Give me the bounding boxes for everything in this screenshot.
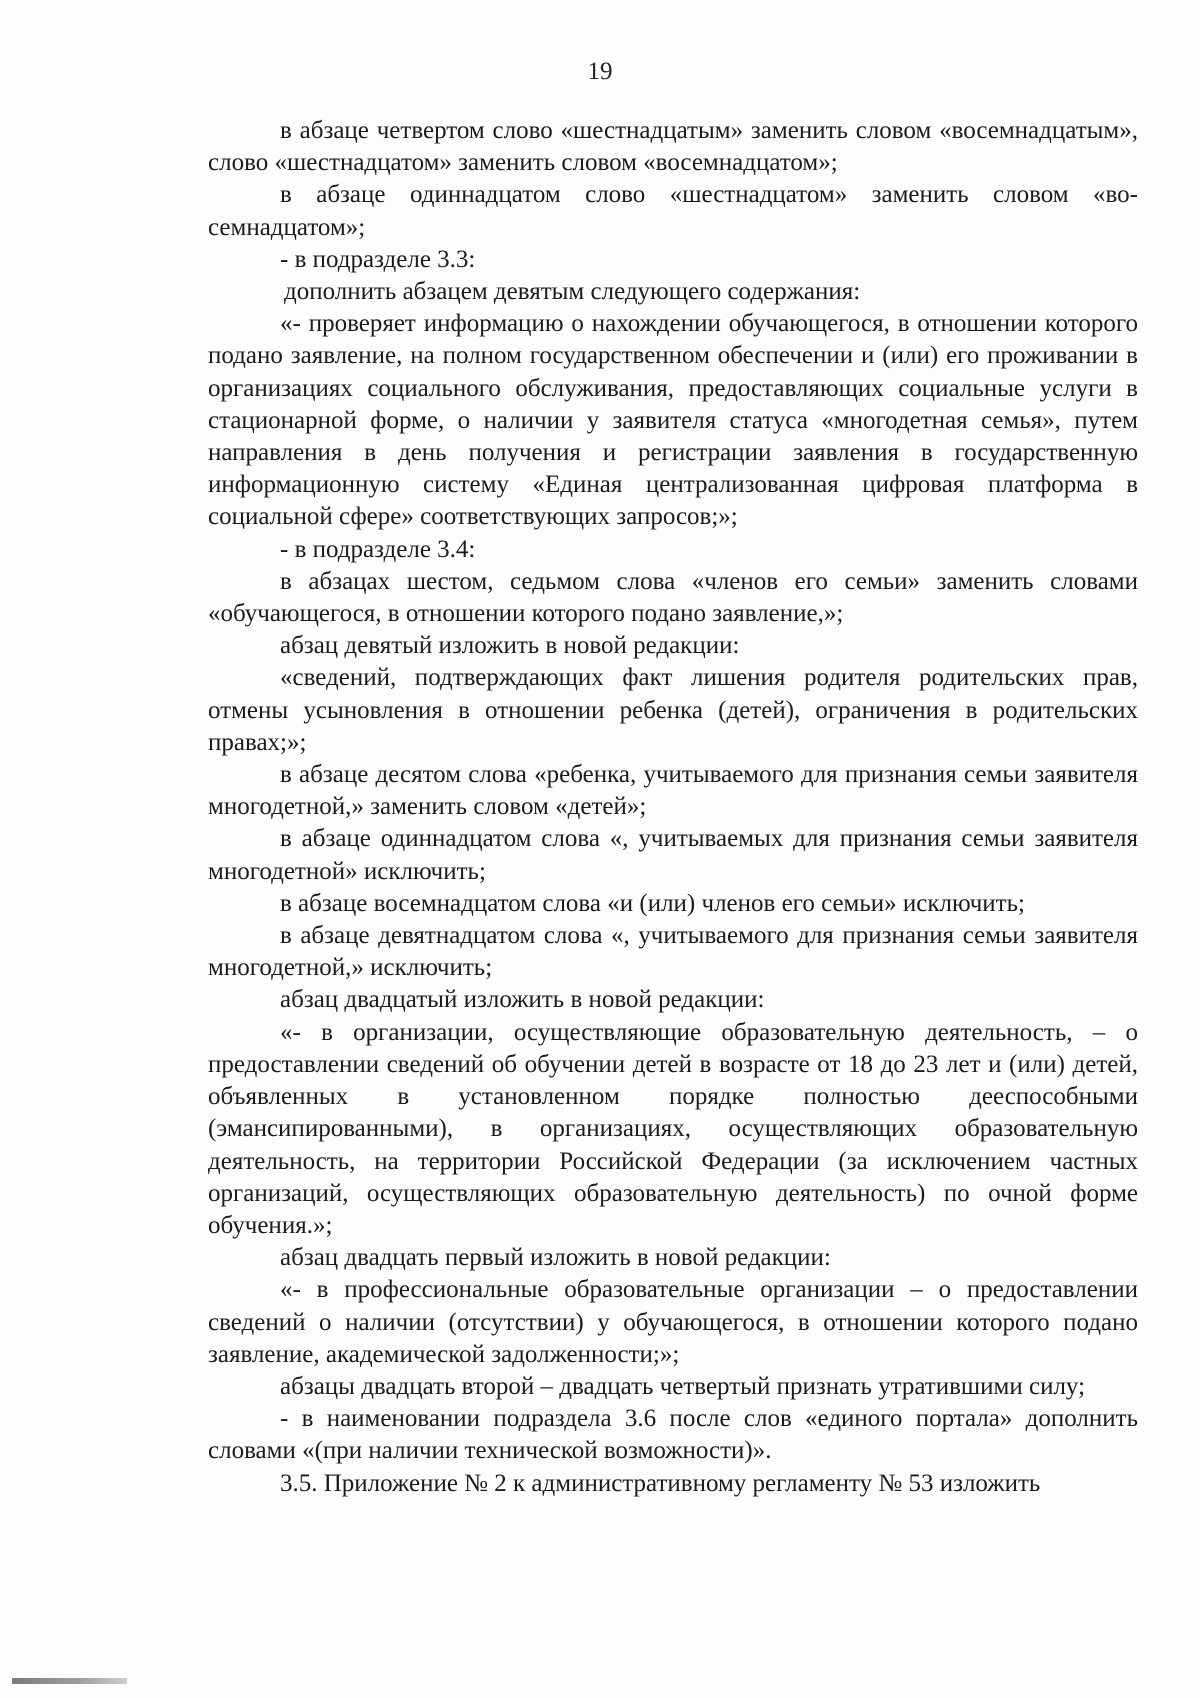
- paragraph: «сведений, подтверждающих факт лишения родителя родительских прав, отмены усыновления в отношении ребенка (детей), ограничения в родительских правах;»;: [208, 664, 1138, 756]
- paragraph: «- проверяет информацию о нахождении обучающегося, в отношении которого подано заявление, на полном государственном обеспечении и (или) его проживании в организациях социального обслуживания, предоставляющих социальные услуги в стационарной форме, о наличии у заявителя статуса «многодетная семья», путем направления в день получения и регистрации заявления в государственную информационную систему «Единая централизованная цифровая платформа в социальной сфере» соответствующих запросов;»;: [208, 310, 1138, 531]
- paragraph: абзацы двадцать второй – двадцать четвертый признать утратившими силу;: [280, 1372, 1086, 1400]
- paragraph: - в подразделе 3.3:: [280, 245, 476, 273]
- page-number: 19: [587, 58, 613, 85]
- paragraph: «- в профессиональные образовательные организации – о предоставлении сведений о наличии (отсутствии) у обучающегося, в отношении которого подано заявление, академической задолженности;»;: [208, 1276, 1138, 1368]
- paragraph: абзац двадцатый изложить в новой редакции:: [280, 986, 765, 1014]
- paragraph: в абзаце четвертом слово «шестнадцатым» заменить словом «восемнадцатым», слово «шестнадцатом» заменить словом «восемнадцатом»;: [208, 117, 1138, 177]
- paragraph: в абзаце одиннадцатом слово «шестнадцатом» заменить словом «восемнадцатом»;: [208, 181, 1138, 241]
- paragraph: абзац двадцать первый изложить в новой редакции:: [280, 1244, 831, 1272]
- paragraph: в абзаце восемнадцатом слова «и (или) членов его семьи» исключить;: [280, 889, 1025, 917]
- scan-edge-mark: [12, 1678, 127, 1684]
- paragraph: - в подразделе 3.4:: [280, 535, 476, 563]
- paragraph: в абзаце десятом слова «ребенка, учитываемого для признания семьи заявителя многодетной,» заменить словом «детей»;: [208, 761, 1138, 821]
- paragraph: дополнить абзацем девятым следующего содержания:: [284, 278, 861, 306]
- paragraph: «- в организации, осуществляющие образовательную деятельность, – о предоставлении сведений об обучении детей в возрасте от 18 до 23 лет и (или) детей, объявленных в установленном порядке полностью дееспособными (эмансипированными), в организациях, осуществляющих образовательную деятельность, на территории Российской Федерации (за исключением частных организаций, осуществляющих образовательную деятельность) по очной форме обучения.»;: [208, 1018, 1138, 1239]
- paragraph: в абзаце одиннадцатом слова «, учитываемых для признания семьи заявителя многодетной» исключить;: [208, 825, 1138, 885]
- paragraph: 3.5. Приложение № 2 к административному регламенту № 53 изложить: [280, 1469, 1041, 1497]
- paragraph: в абзацах шестом, седьмом слова «членов его семьи» заменить словами «обучающегося, в отношении которого подано заявление,»;: [208, 567, 1138, 628]
- paragraph: в абзаце девятнадцатом слова «, учитываемого для признания семьи заявителя многодетной,» исключить;: [208, 922, 1138, 982]
- paragraph: абзац девятый изложить в новой редакции:: [280, 632, 740, 660]
- document-body: [208, 115, 1138, 1500]
- paragraph: - в наименовании подраздела 3.6 после слов «единого портала» дополнить словами «(при наличии технической возможности)».: [208, 1405, 1138, 1465]
